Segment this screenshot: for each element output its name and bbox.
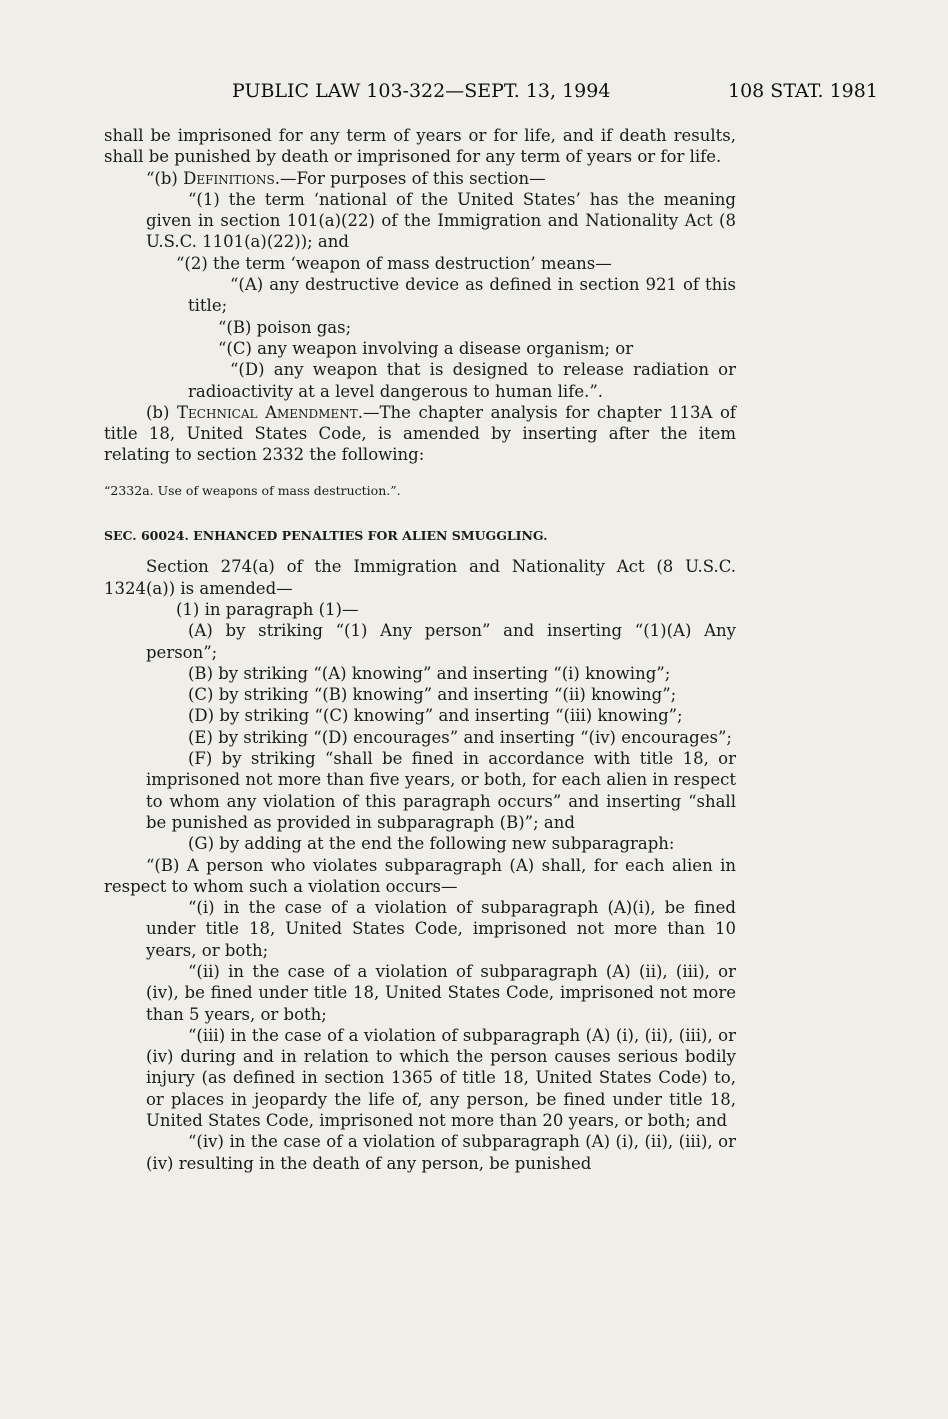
text-run: (b) — [146, 402, 178, 422]
header-title: PUBLIC LAW 103-322—SEPT. 13, 1994 — [232, 80, 611, 102]
paragraph: “(1) the term ‘national of the United States’ has the meaning given in section 101(a)(22) of the Immigration and Nationality Act (8 U.S.C. 1101(a)(22)); and — [146, 189, 736, 252]
paragraph: (E) by striking “(D) encourages” and inserting “(iv) encourages”; — [188, 727, 732, 747]
paragraph: (A) by striking “(1) Any person” and inserting “(1)(A) Any person”; — [146, 621, 736, 662]
paragraph: “(D) any weapon that is designed to release radiation or radioactivity at a level dangerous to human life.”. — [188, 360, 736, 401]
paragraph: “(A) any destructive device as defined in section 921 of this title; — [188, 275, 736, 316]
paragraph: “(ii) in the case of a violation of subparagraph (A) (ii), (iii), or (iv), be fined under title 18, United States Code, imprisoned not more than 5 years, or both; — [146, 961, 736, 1024]
text-run: .—For purposes of this section— — [274, 168, 546, 188]
text-run: .—The chapter analysis for chapter 113A of title 18, United States Code, is amended by inserting after the item relating to section 2332 the following: — [104, 402, 736, 465]
document-body — [104, 125, 736, 1174]
subsection-caption: Definitions — [183, 168, 275, 188]
paragraph: “(B) poison gas; — [218, 317, 352, 337]
paragraph: (D) by striking “(C) knowing” and inserting “(iii) knowing”; — [188, 706, 683, 726]
subsection-heading — [104, 402, 736, 466]
subsection-heading — [104, 168, 736, 189]
paragraph: “(iv) in the case of a violation of subparagraph (A) (i), (ii), (iii), or (iv) resulting in the death of any person, be punished — [146, 1132, 736, 1173]
paragraph: shall be imprisoned for any term of years or for life, and if death results, shall be punished by death or imprisoned for any term of years or for life. — [104, 126, 736, 167]
paragraph: “(C) any weapon involving a disease organism; or — [218, 338, 634, 358]
paragraph: “(iii) in the case of a violation of subparagraph (A) (i), (ii), (iii), or (iv) during and in relation to which the person causes serious bodily injury (as defined in section 1365 of title 18, United States Code) to, or places in jeopardy the life of, any person, be fined under title 18, United States Code, imprisoned not more than 20 years, or both; and — [146, 1025, 736, 1131]
table-of-contents-item: “2332a. Use of weapons of mass destruction.”. — [104, 482, 401, 498]
text-run: “(b) — [146, 168, 184, 188]
paragraph: Section 274(a) of the Immigration and Nationality Act (8 U.S.C. 1324(a)) is amended— — [104, 557, 736, 598]
paragraph: (1) in paragraph (1)— — [176, 599, 359, 619]
paragraph: (F) by striking “shall be fined in accordance with title 18, or imprisoned not more than five years, or both, for each alien in respect to whom any violation of this paragraph occurs” and inserting “shall be punished as provided in subparagraph (B)”; and — [146, 749, 736, 832]
page-header — [0, 80, 948, 110]
paragraph: “(2) the term ‘weapon of mass destruction’ means— — [176, 253, 612, 273]
subsection-caption: Technical Amendment — [177, 402, 358, 422]
statute-page-number: 108 STAT. 1981 — [728, 80, 878, 102]
paragraph: “(i) in the case of a violation of subparagraph (A)(i), be fined under title 18, United States Code, imprisoned not more than 10 years, or both; — [146, 898, 736, 960]
section-heading: SEC. 60024. ENHANCED PENALTIES FOR ALIEN SMUGGLING. — [104, 528, 548, 544]
paragraph: (G) by adding at the end the following new subparagraph: — [188, 834, 675, 854]
paragraph: (C) by striking “(B) knowing” and inserting “(ii) knowing”; — [188, 685, 677, 705]
paragraph: (B) by striking “(A) knowing” and inserting “(i) knowing”; — [188, 663, 671, 683]
paragraph: “(B) A person who violates subparagraph (A) shall, for each alien in respect to whom such a violation occurs— — [104, 855, 736, 896]
